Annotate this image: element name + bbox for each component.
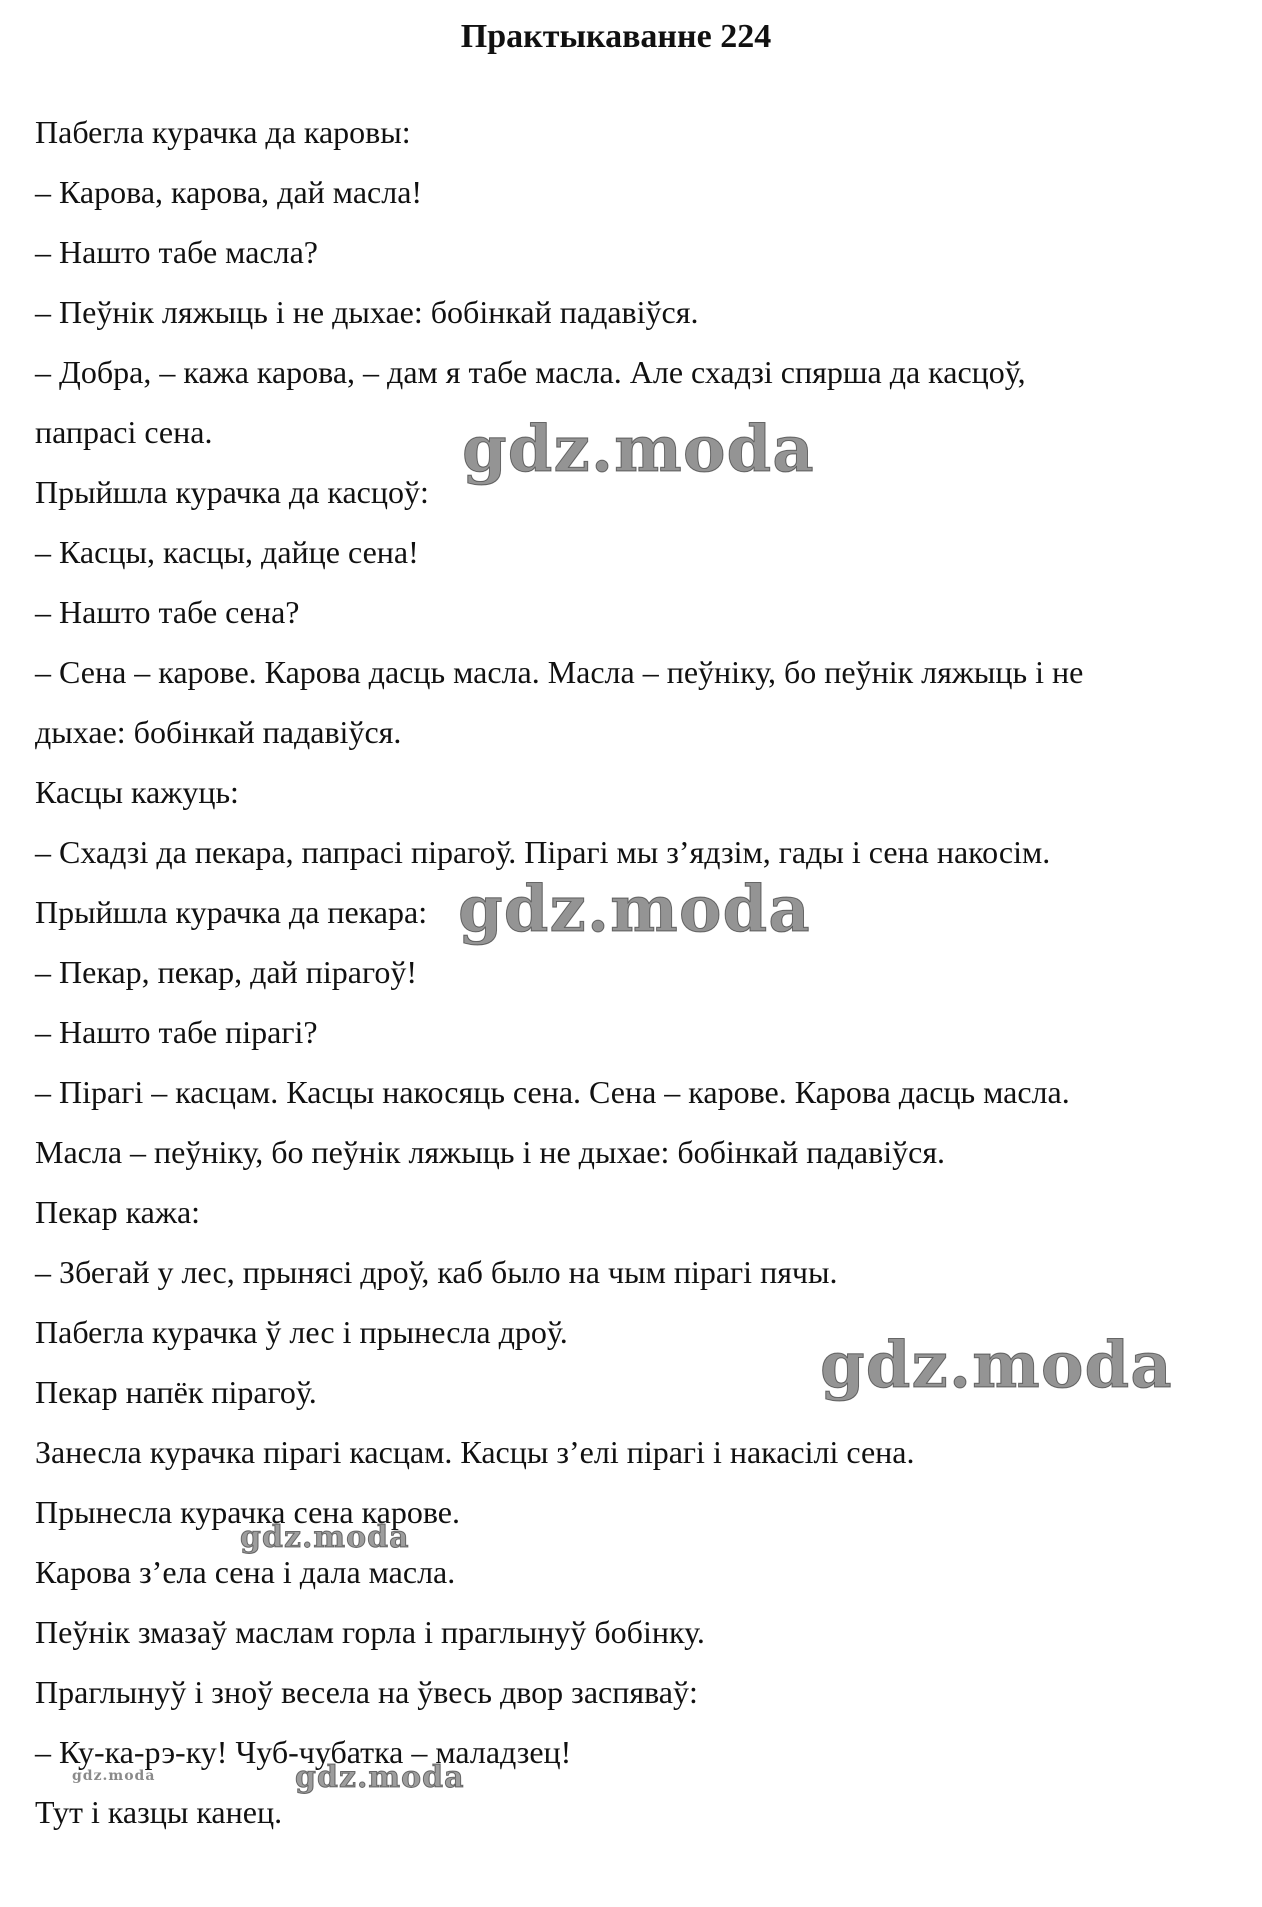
text-line: Карова з’ела сена і дала масла. [35, 1554, 456, 1590]
text-line: – Нашто табе масла? [35, 234, 318, 270]
text-line: – Ку-ка-рэ-ку! Чуб-чубатка – маладзец! [35, 1734, 572, 1770]
text-line: Пекар напёк пірагоў. [35, 1374, 317, 1410]
text-line: Занесла курачка пірагі касцам. Касцы з’елі пірагі і накасілі сена. [35, 1434, 915, 1470]
text-line: Прыйшла курачка да касцоў: [35, 474, 429, 510]
watermark: gdz.moda [458, 872, 811, 947]
text-line: Праглынуў і зноў весела на ўвесь двор заспяваў: [35, 1674, 698, 1710]
text-line: – Нашто табе пірагі? [35, 1014, 318, 1050]
text-line: Пеўнік змазаў маслам горла і праглынуў бобінку. [35, 1614, 705, 1650]
text-line: – Пекар, пекар, дай пірагоў! [35, 954, 417, 990]
exercise-title: Практыкаванне 224 [460, 18, 772, 55]
watermark: gdz.moda [240, 1520, 410, 1555]
text-line: Пекар кажа: [35, 1194, 201, 1230]
text-line: Тут і казцы канец. [35, 1794, 283, 1830]
text-line: – Добра, – кажа карова, – дам я табе масла. Але схадзі спярша да касцоў, [35, 354, 1026, 390]
watermark: gdz.moda [820, 1328, 1173, 1403]
text-line: – Схадзі да пекара, папрасі пірагоў. Пірагі мы з’ядзім, гады і сена накосім. [35, 834, 1051, 870]
text-line: дыхае: бобінкай падавіўся. [35, 714, 402, 750]
text-line: Масла – пеўніку, бо пеўнік ляжыць і не дыхае: бобінкай падавіўся. [35, 1134, 946, 1170]
text-line: папрасі сена. [35, 414, 213, 450]
text-line: Прынесла курачка сена карове. [35, 1494, 460, 1530]
text-line: Прыйшла курачка да пекара: [35, 894, 428, 930]
text-line: – Пірагі – касцам. Касцы накосяць сена. Сена – карове. Карова дасць масла. [35, 1074, 1070, 1110]
watermark: gdz.moda [72, 1768, 156, 1784]
text-line: Касцы кажуць: [35, 774, 239, 810]
text-line: – Касцы, касцы, дайце сена! [35, 534, 419, 570]
story-text [35, 102, 1235, 1842]
text-line: – Пеўнік ляжыць і не дыхае: бобінкай падавіўся. [35, 294, 699, 330]
text-line: Пабегла курачка ў лес і прынесла дроў. [35, 1314, 568, 1350]
watermark: gdz.moda [295, 1760, 465, 1795]
text-line: – Збегай у лес, прынясі дроў, каб было на чым пірагі пячы. [35, 1254, 838, 1290]
text-line: Пабегла курачка да каровы: [35, 114, 411, 150]
text-line: – Нашто табе сена? [35, 594, 300, 630]
text-line: – Сена – карове. Карова дасць масла. Масла – пеўніку, бо пеўнік ляжыць і не [35, 654, 1084, 690]
watermark: gdz.moda [462, 412, 815, 487]
text-line: – Карова, карова, дай масла! [35, 174, 423, 210]
